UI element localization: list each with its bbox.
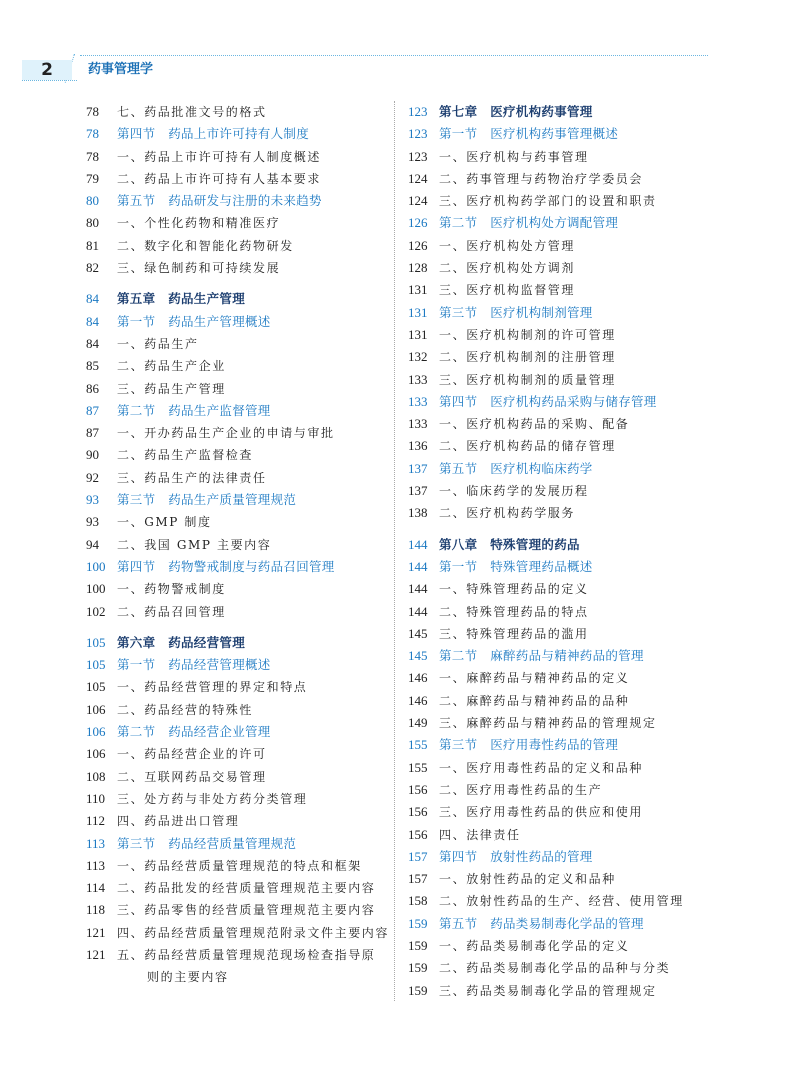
toc-entry-title: 四、药品经营质量管理规范附录文件主要内容 [117,925,390,940]
toc-section-entry [408,458,708,480]
toc-entry-title: 第七章 医疗机构药事管理 [439,104,593,119]
toc-page-number: 79 [86,170,99,186]
toc-chapter-entry [86,632,386,654]
page-header [0,0,800,90]
toc-page-number: 159 [408,937,428,953]
toc-entry-title: 一、医疗机构药品的采购、配备 [439,417,630,432]
toc-page-number: 118 [86,902,106,918]
toc-entry-title: 三、药品生产管理 [117,381,226,396]
toc-entry-title: 一、药品经营企业的许可 [117,747,267,762]
toc-entry-title: 二、医疗机构制剂的注册管理 [439,350,616,365]
toc-page-number: 93 [86,514,99,530]
toc-page-number: 105 [86,657,106,673]
toc-item-entry [408,868,708,890]
toc-page-number: 159 [408,982,428,998]
toc-page-number: 137 [408,460,428,476]
toc-page-number: 146 [408,670,428,686]
toc-chapter-entry [408,101,708,123]
toc-entry-title: 二、麻醉药品与精神药品的品种 [439,693,630,708]
toc-entry-title: 二、特殊管理药品的特点 [439,604,589,619]
toc-entry-title: 二、药品上市许可持有人基本要求 [117,171,322,186]
toc-item-entry [408,480,708,502]
toc-page-number: 121 [86,924,106,940]
toc-left-column [86,101,390,989]
toc-page-number: 80 [86,215,99,231]
toc-page-number: 155 [408,759,428,775]
toc-entry-title: 一、个性化药物和精准医疗 [117,216,281,231]
toc-entry-title: 一、麻醉药品与精神药品的定义 [439,671,630,686]
toc-item-entry [408,324,708,346]
toc-entry-title: 二、医疗机构处方调剂 [439,261,576,276]
toc-item-entry [408,667,708,689]
toc-section-entry [408,846,708,868]
toc-entry-title: 一、药物警戒制度 [117,582,226,597]
toc-entry-title: 一、药品类易制毒化学品的定义 [439,938,630,953]
toc-page-number: 108 [86,768,106,784]
toc-entry-title: 一、放射性药品的定义和品种 [439,872,616,887]
toc-section-entry [408,391,708,413]
toc-page-number: 133 [408,393,428,409]
toc-entry-title: 二、药品召回管理 [117,604,226,619]
toc-entry-title: 一、特殊管理药品的定义 [439,582,589,597]
toc-page-number: 133 [408,371,428,387]
toc-item-entry [86,788,386,810]
toc-entry-title: 第二节 药品生产监督管理 [117,402,271,418]
toc-entry-title: 二、数字化和智能化药物研发 [117,238,294,253]
toc-page-number: 156 [408,826,428,842]
toc-entry-title: 第三节 医疗机构制剂管理 [439,304,593,320]
toc-item-entry [408,890,708,912]
toc-page-number: 84 [86,291,99,307]
toc-page-number: 137 [408,483,428,499]
toc-entry-title: 第三节 药品生产质量管理规范 [117,492,297,508]
toc-item-entry [86,699,386,721]
toc-section-entry [86,489,386,511]
toc-entry-title: 一、临床药学的发展历程 [439,484,589,499]
toc-item-entry [86,212,386,234]
toc-item-entry [86,578,386,600]
toc-entry-title: 第五章 药品生产管理 [117,291,246,307]
toc-item-entry [86,168,386,190]
toc-entry-title: 三、药品零售的经营质量管理规范主要内容 [117,903,376,918]
toc-item-entry [86,855,386,877]
toc-page-number: 100 [86,581,106,597]
toc-entry-title: 七、药品批准文号的格式 [117,105,267,119]
toc-page-number: 93 [86,492,99,508]
toc-item-entry [86,422,386,444]
toc-item-entry [408,369,708,391]
toc-entry-title: 一、开办药品生产企业的申请与审批 [117,426,335,441]
toc-entry-continuation: 则的主要内容 [147,970,229,985]
toc-entry-title: 三、医疗机构药学部门的设置和职责 [439,194,657,209]
toc-item-entry [408,801,708,823]
toc-page-number: 106 [86,701,106,717]
toc-entry-title: 第四节 医疗机构药品采购与储存管理 [439,393,657,409]
toc-item-entry [86,922,390,944]
toc-entry-title: 第三节 医疗用毒性药品的管理 [439,737,619,753]
toc-page-number: 112 [86,813,106,829]
toc-entry-title: 第六章 药品经营管理 [117,634,246,650]
toc-chapter-entry [408,534,708,556]
toc-section-entry [408,734,708,756]
toc-page-number: 87 [86,402,99,418]
toc-item-entry [86,877,386,899]
toc-page-number: 157 [408,848,428,864]
toc-item-entry [86,444,386,466]
toc-section-entry [408,645,708,667]
toc-entry-title: 第五节 药品研发与注册的未来趋势 [117,193,322,209]
toc-item-entry [86,743,386,765]
toc-entry-title: 二、我国 GMP 主要内容 [117,537,272,552]
toc-entry-title: 第二节 麻醉药品与精神药品的管理 [439,648,644,664]
book-title: 药事管理学 [88,62,154,77]
toc-page-number: 156 [408,781,428,797]
toc-page-number: 123 [408,126,428,142]
toc-entry-title: 二、药品经营的特殊性 [117,702,254,717]
toc-item-entry [86,235,386,257]
toc-item-entry [86,676,386,698]
toc-entry-title: 第四节 药品上市许可持有人制度 [117,126,310,142]
toc-item-entry [408,712,708,734]
toc-entry-title: 第一节 医疗机构药事管理概述 [439,126,619,142]
toc-entry-title: 三、药品类易制毒化学品的管理规定 [439,983,657,998]
toc-item-entry [86,378,386,400]
toc-item-entry [408,146,708,168]
header-rule [80,55,708,56]
toc-section-entry [408,302,708,324]
toc-entry-title: 二、医疗机构药品的储存管理 [439,439,616,454]
toc-item-entry [86,101,386,123]
toc-page-number: 145 [408,648,428,664]
toc-page-number: 156 [408,804,428,820]
toc-page-number: 80 [86,193,99,209]
toc-item-entry [408,690,708,712]
toc-item-entry [408,435,708,457]
toc-entry-title: 一、药品经营管理的界定和特点 [117,680,308,695]
toc-page-number: 128 [408,260,428,276]
toc-page-number: 81 [86,237,99,253]
toc-item-entry [408,935,708,957]
toc-section-entry [86,311,386,333]
toc-entry-title: 一、医疗机构处方管理 [439,238,576,253]
toc-page-number: 123 [408,148,428,164]
toc-entry-title: 二、药品生产企业 [117,359,226,374]
toc-item-entry [408,779,708,801]
toc-page-number: 114 [86,880,106,896]
toc-item-entry [408,757,708,779]
toc-entry-title: 一、GMP 制度 [117,515,212,530]
toc-item-entry [86,355,386,377]
toc-page-number: 144 [408,536,428,552]
toc-page-number: 90 [86,447,99,463]
toc-page-number: 132 [408,349,428,365]
toc-item-entry [408,578,708,600]
toc-entry-title: 三、麻醉药品与精神药品的管理规定 [439,716,657,731]
toc-entry-title: 一、药品上市许可持有人制度概述 [117,149,322,164]
toc-section-entry [86,556,386,578]
toc-entry-title: 三、特殊管理药品的滥用 [439,626,589,641]
toc-item-entry [408,980,708,1002]
toc-entry-title: 第五节 医疗机构临床药学 [439,460,593,476]
toc-entry-title: 二、药品生产监督检查 [117,448,254,463]
toc-page-number: 106 [86,724,106,740]
toc-page-number: 138 [408,505,428,521]
toc-page-number: 123 [408,104,428,119]
toc-entry-title: 第五节 药品类易制毒化学品的管理 [439,915,644,931]
toc-page-number: 144 [408,603,428,619]
toc-item-entry [86,810,386,832]
toc-item-entry [408,346,708,368]
toc-section-entry [408,913,708,935]
toc-item-entry [408,413,708,435]
toc-page-number: 144 [408,558,428,574]
page-number: 2 [22,60,72,80]
toc-entry-title: 三、药品生产的法律责任 [117,470,267,485]
toc-entry-title: 二、药品类易制毒化学品的品种与分类 [439,961,671,976]
toc-page-number: 110 [86,790,106,806]
toc-section-entry [408,212,708,234]
toc-entry-title: 第一节 药品经营管理概述 [117,657,271,673]
toc-entry-title: 五、药品经营质量管理规范现场检查指导原 [117,947,376,962]
toc-page-number: 78 [86,104,99,119]
toc-entry-title: 一、医疗机构与药事管理 [439,149,589,164]
toc-entry-title: 三、处方药与非处方药分类管理 [117,791,308,806]
toc-section-entry [86,400,386,422]
toc-entry-title: 三、绿色制药和可持续发展 [117,261,281,276]
toc-page-number: 159 [408,915,428,931]
toc-entry-title: 二、放射性药品的生产、经营、使用管理 [439,894,684,909]
toc-item-entry [86,257,386,279]
column-divider [394,101,395,1001]
toc-item-entry [408,601,708,623]
toc-page-number: 105 [86,679,106,695]
toc-page-number: 144 [408,581,428,597]
toc-section-entry [86,721,386,743]
toc-page-number: 102 [86,603,106,619]
toc-item-entry [86,511,386,533]
toc-entry-title: 第四节 放射性药品的管理 [439,848,593,864]
toc-page-number: 78 [86,126,99,142]
toc-item-entry [408,502,708,524]
toc-entry-title: 三、医疗机构监督管理 [439,283,576,298]
toc-page-number: 126 [408,237,428,253]
toc-page-number: 121 [86,946,106,962]
toc-item-entry [86,766,386,788]
toc-page-number: 84 [86,313,99,329]
toc-page-number: 106 [86,746,106,762]
toc-entry-title: 一、医疗用毒性药品的定义和品种 [439,760,644,775]
toc-page-number: 84 [86,335,99,351]
toc-page-number: 158 [408,893,428,909]
toc-page-number: 131 [408,326,428,342]
toc-page-number: 124 [408,170,428,186]
toc-page-number: 155 [408,737,428,753]
toc-page-number: 145 [408,625,428,641]
toc-item-entry [408,190,708,212]
toc-item-entry [86,146,386,168]
toc-page-number: 85 [86,358,99,374]
toc-page-number: 87 [86,425,99,441]
toc-entry-title: 四、法律责任 [439,827,521,842]
toc-item-entry [408,235,708,257]
toc-page-number: 146 [408,692,428,708]
toc-item-entry [408,257,708,279]
toc-item-entry [408,279,708,301]
toc-right-column [408,101,708,1002]
toc-item-entry [86,467,386,489]
toc-page-number: 124 [408,193,428,209]
toc-page-number: 82 [86,260,99,276]
toc-item-entry [86,601,386,623]
toc-entry-title: 二、医疗机构药学服务 [439,506,576,521]
toc-page-number: 94 [86,536,99,552]
toc-section-entry [86,190,386,212]
toc-entry-title: 三、医疗用毒性药品的供应和使用 [439,805,644,820]
toc-item-entry [86,899,386,921]
toc-page-number: 133 [408,416,428,432]
toc-entry-title: 一、药品生产 [117,336,199,351]
toc-entry-title: 二、互联网药品交易管理 [117,769,267,784]
toc-item-entry [86,534,386,556]
toc-page-number: 131 [408,304,428,320]
toc-entry-title: 二、药品批发的经营质量管理规范主要内容 [117,881,376,896]
toc-item-entry [86,333,386,355]
toc-page-number: 159 [408,960,428,976]
toc-entry-title: 第二节 药品经营企业管理 [117,724,271,740]
toc-chapter-entry [86,288,386,310]
toc-page-number: 105 [86,634,106,650]
toc-item-entry [86,944,386,966]
toc-entry-title: 第一节 特殊管理药品概述 [439,558,593,574]
toc-page-number: 86 [86,380,99,396]
toc-item-entry [408,623,708,645]
toc-page-number: 157 [408,871,428,887]
toc-entry-title: 第一节 药品生产管理概述 [117,313,271,329]
toc-entry-title: 第二节 医疗机构处方调配管理 [439,215,619,231]
toc-page-number: 78 [86,148,99,164]
toc-page-number: 100 [86,558,106,574]
toc-item-entry [408,168,708,190]
toc-entry-title: 一、医疗机构制剂的许可管理 [439,327,616,342]
toc-item-entry [408,824,708,846]
toc-page-number: 149 [408,715,428,731]
header-rule-bottom [22,80,77,81]
toc-page-number: 131 [408,282,428,298]
toc-page-number: 126 [408,215,428,231]
toc-section-entry [408,556,708,578]
toc-section-entry [408,123,708,145]
toc-section-entry [86,833,386,855]
toc-entry-title: 一、药品经营质量管理规范的特点和框架 [117,858,362,873]
toc-entry-title: 四、药品进出口管理 [117,814,240,829]
toc-page-number: 113 [86,857,106,873]
toc-section-entry [86,123,386,145]
toc-page-number: 136 [408,438,428,454]
toc-item-entry [408,957,708,979]
toc-entry-title: 第三节 药品经营质量管理规范 [117,835,297,851]
toc-entry-title: 三、医疗机构制剂的质量管理 [439,372,616,387]
toc-entry-title: 第四节 药物警戒制度与药品召回管理 [117,558,335,574]
toc-section-entry [86,654,386,676]
toc-page-number: 92 [86,469,99,485]
toc-entry-title: 二、医疗用毒性药品的生产 [439,782,603,797]
toc-page-number: 113 [86,835,106,851]
toc-entry-title: 二、药事管理与药物治疗学委员会 [439,171,644,186]
toc-entry-title: 第八章 特殊管理的药品 [439,536,580,552]
